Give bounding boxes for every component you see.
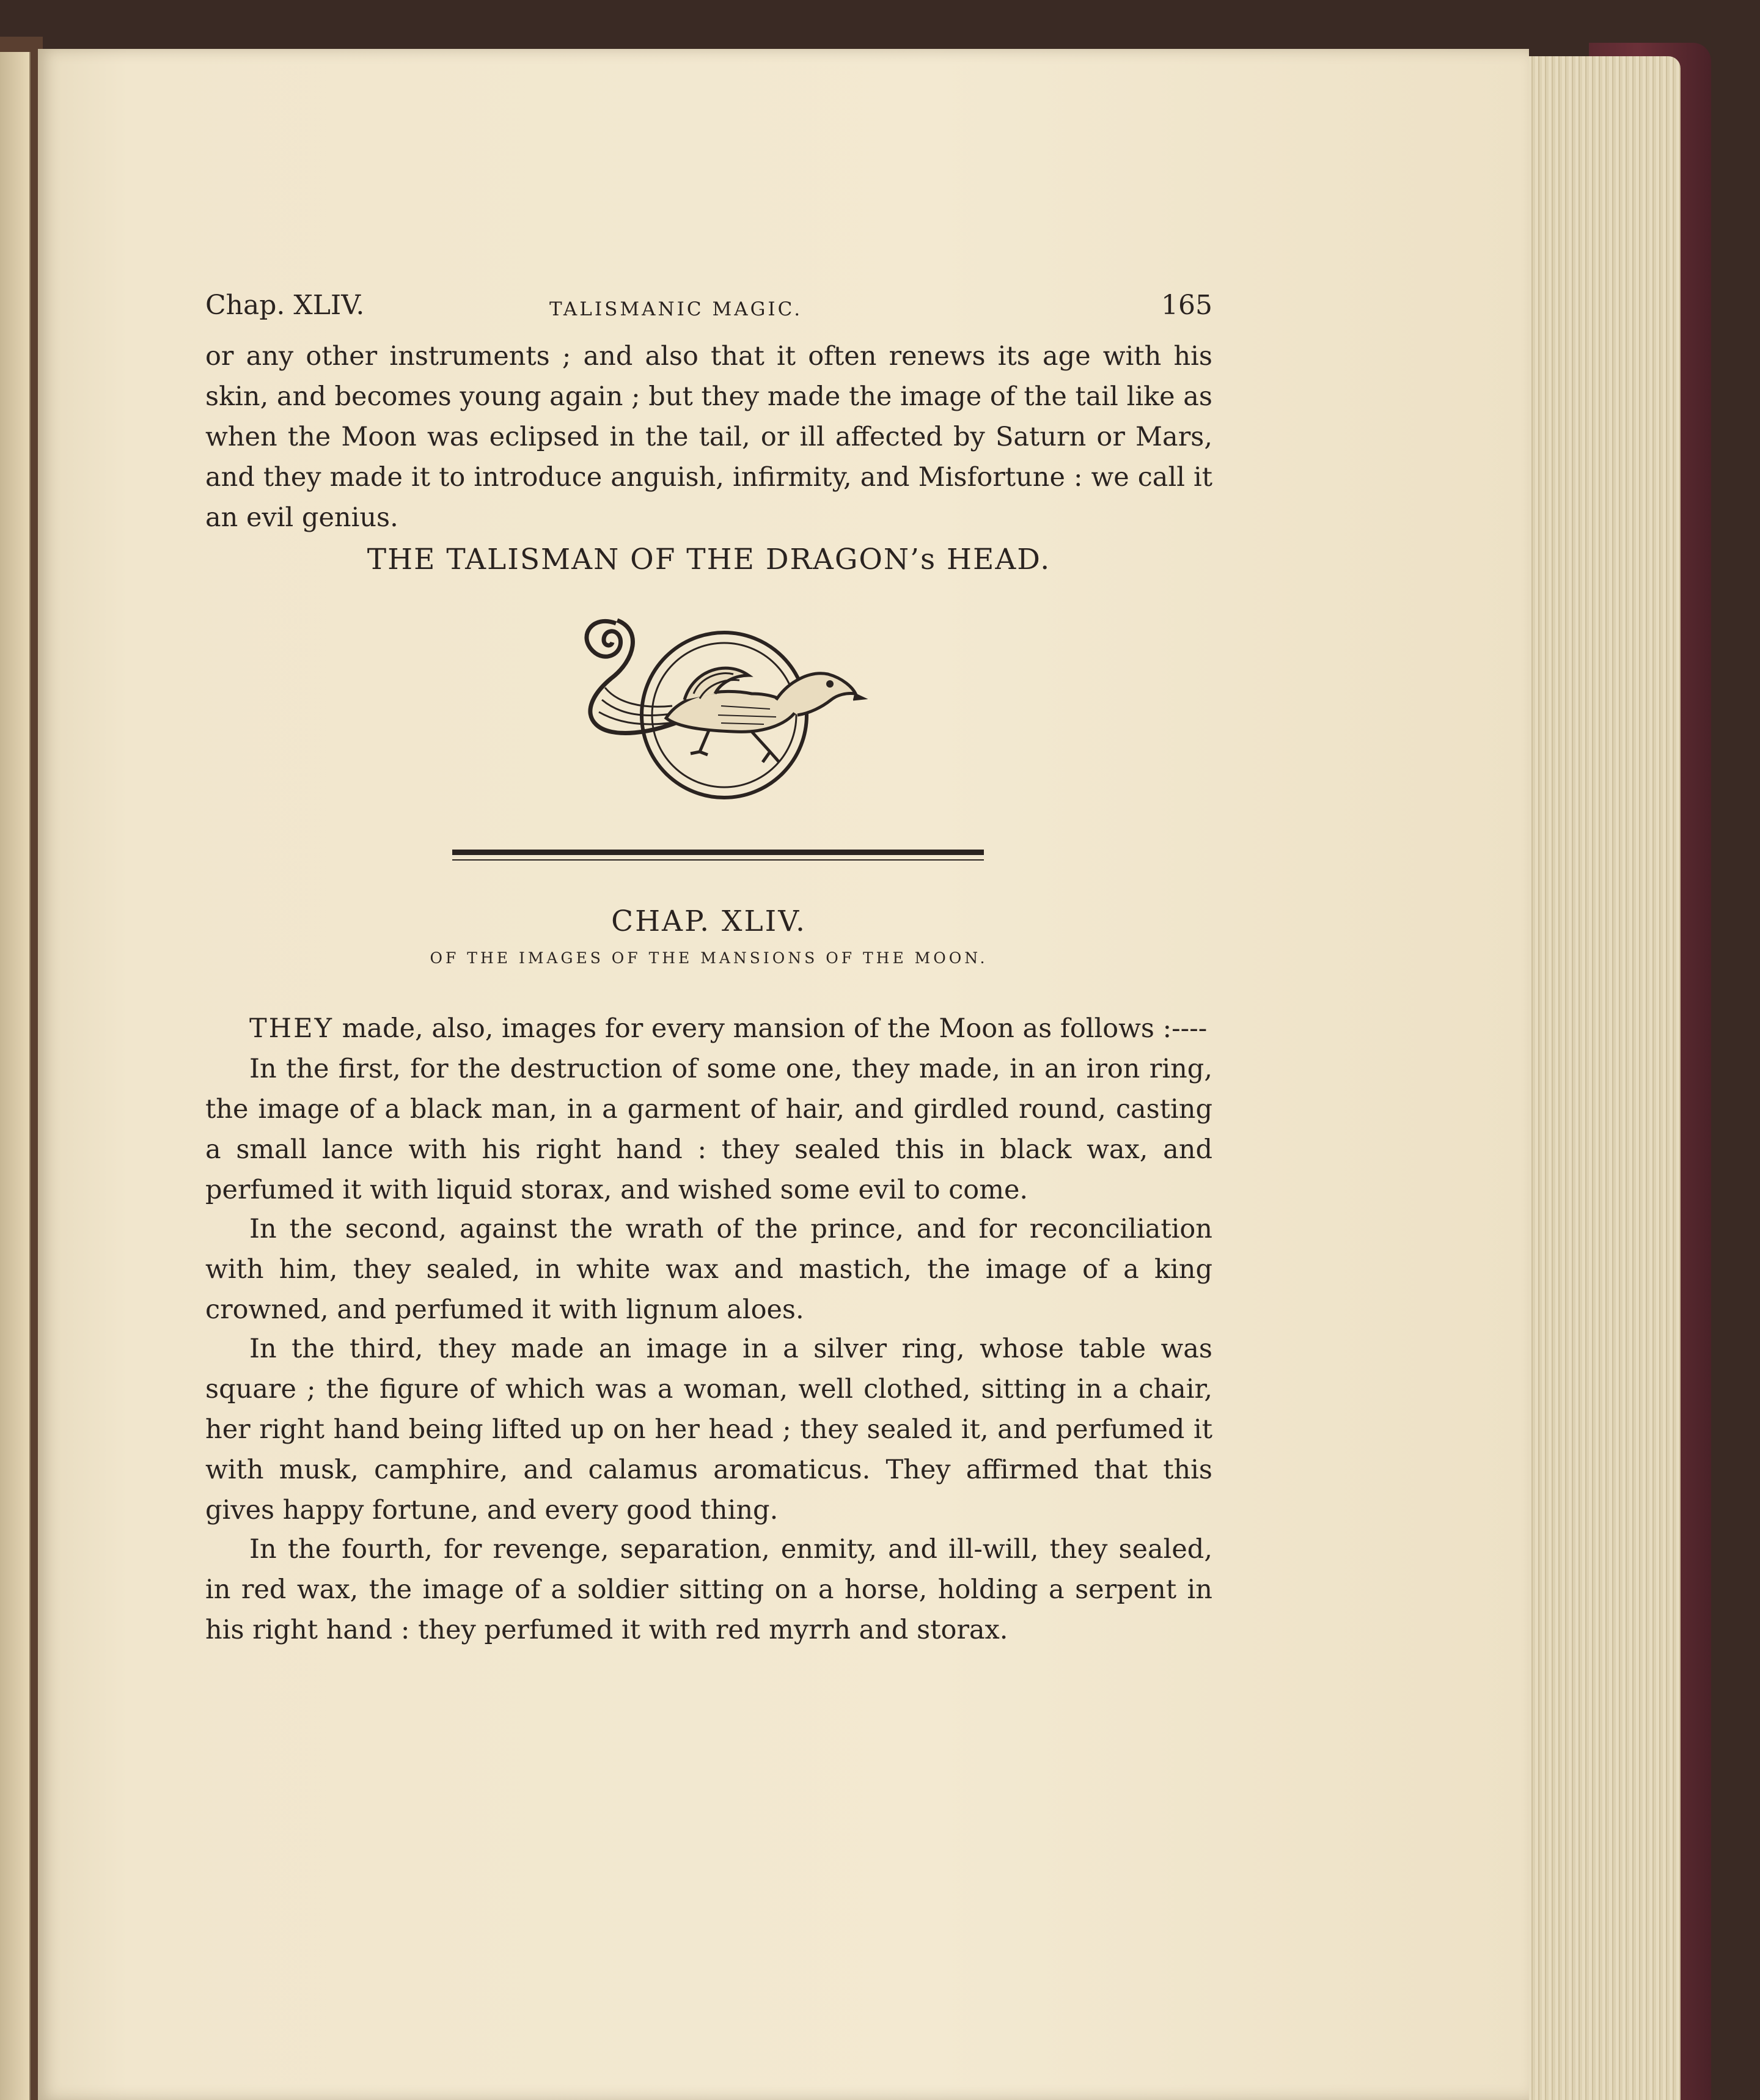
page-number: 165 [1161, 290, 1212, 321]
chapter-subheading: OF THE IMAGES OF THE MANSIONS OF THE MOON. [430, 949, 988, 967]
left-page-edge [0, 52, 31, 2100]
chapter-heading: CHAP. XLIV. [611, 905, 807, 938]
paragraph-lead-word: THEY [249, 1013, 334, 1044]
paragraph-third-mansion: In the third, they made an image in a silver ring, whose table was square ; the figure of which was a woman, well clothed, sitting in a chair, her right hand being lifted up on her head ; they sealed it, and perfumed it with musk, camphire, and calamus aromaticus. They affirmed that this gives happy fortune, and every good thing. [205, 1334, 1212, 1525]
paragraph-second-mansion: In the second, against the wrath of the prince, and for reconciliation with him, they sealed, in white wax and mastich, the image of a king crowned, and perfumed it with lignum aloes. [205, 1214, 1212, 1325]
section-rule-thin [452, 859, 984, 861]
paragraph-first-mansion: In the first, for the destruction of some one, they made, in an iron ring, the image of a black man, in a garment of hair, and girdled round, casting a small lance with his right hand : they sealed this in black wax, and perfumed it with liquid storax, and wished some evil to come. [205, 1054, 1212, 1205]
running-head [205, 290, 1212, 332]
dragon-head-talisman-icon [568, 602, 874, 804]
section-rule-thick [452, 850, 984, 855]
paragraph-intro [205, 1008, 1212, 1049]
paragraph-fourth-mansion: In the fourth, for revenge, separation, enmity, and ill-will, they sealed, in red wax, the image of a soldier sitting on a horse, holding a serpent in his right hand : they perfumed it with red myrrh and storax. [205, 1534, 1212, 1645]
running-head-chapter: Chap. XLIV. [205, 290, 365, 321]
talisman-title: THE TALISMAN OF THE DRAGON’s HEAD. [367, 543, 1051, 576]
page-block-edges [1522, 56, 1681, 2100]
running-head-title: TALISMANIC MAGIC. [549, 298, 803, 320]
opening-paragraph: or any other instruments ; and also that it often renews its age with his skin, and becomes young again ; but they made the image of the tail like as when the Moon was eclipsed in the tail, or ill affected by Saturn or Mars, and they made it to introduce anguish, infirmity, and Misfortune : we call it an evil genius. [205, 341, 1212, 533]
paragraph-intro-text: made, also, images for every mansion of the Moon as follows :---- [333, 1013, 1208, 1044]
